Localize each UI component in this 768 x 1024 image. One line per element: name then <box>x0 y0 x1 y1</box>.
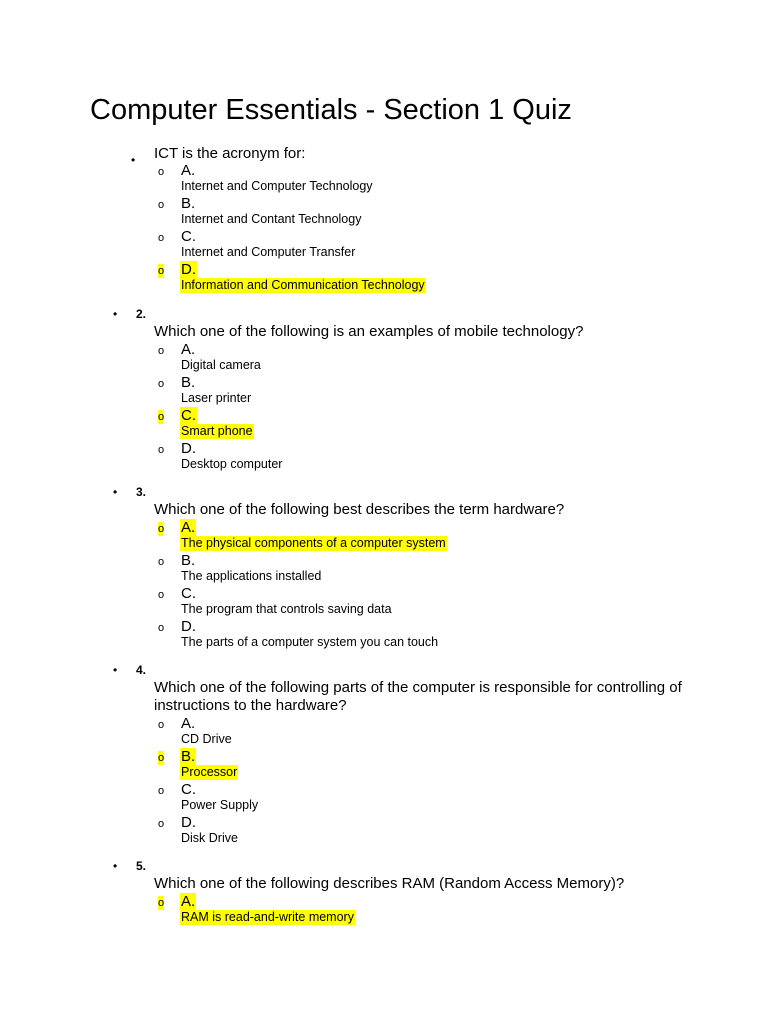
option-bullet-icon: o <box>158 589 165 601</box>
answer-option <box>0 519 768 552</box>
answer-option <box>0 715 768 748</box>
option-letter: B. <box>181 552 196 569</box>
answer-option <box>0 407 768 440</box>
highlighted-answer-text: Smart phone <box>181 424 253 438</box>
question-number: 3. <box>136 485 147 499</box>
option-letter: A. <box>181 715 196 732</box>
question-number: 5. <box>136 859 147 873</box>
option-bullet-icon: o <box>158 265 165 277</box>
option-bullet-icon: o <box>158 897 165 909</box>
option-text: Laser printer <box>181 391 252 405</box>
question-text: Which one of the following describes RAM (Random Access Memory)? <box>154 875 625 892</box>
answer-option <box>0 162 768 195</box>
answer-option <box>0 618 768 651</box>
answer-option <box>0 552 768 585</box>
option-letter: D. <box>181 618 196 635</box>
answer-option <box>0 893 768 926</box>
option-text: Power Supply <box>181 798 259 812</box>
highlighted-answer-text: Information and Communication Technology <box>181 278 425 292</box>
option-letter: B. <box>181 374 196 391</box>
option-letter: A. <box>181 519 196 536</box>
option-text: The applications installed <box>181 569 322 583</box>
bullet-icon: • <box>113 663 118 677</box>
option-bullet-icon: o <box>158 523 165 535</box>
page-title: Computer Essentials - Section 1 Quiz <box>90 94 572 126</box>
option-text: Internet and Contant Technology <box>181 212 362 226</box>
option-letter: C. <box>181 228 196 245</box>
option-bullet-icon: o <box>158 166 165 178</box>
option-bullet-icon: o <box>158 345 165 357</box>
option-letter: C. <box>181 585 196 602</box>
option-letter: D. <box>181 814 196 831</box>
bullet-icon: • <box>113 485 118 499</box>
option-text: Disk Drive <box>181 831 238 845</box>
question-text: ICT is the acronym for: <box>154 145 306 162</box>
option-letter: A. <box>181 162 196 179</box>
answer-option <box>0 814 768 847</box>
option-letter: B. <box>181 195 196 212</box>
answer-option <box>0 440 768 473</box>
option-bullet-icon: o <box>158 199 165 211</box>
option-letter: D. <box>181 261 196 278</box>
answer-option <box>0 374 768 407</box>
option-text: Internet and Computer Technology <box>181 179 373 193</box>
bullet-icon: • <box>113 859 118 873</box>
option-bullet-icon: o <box>158 556 165 568</box>
option-bullet-icon: o <box>158 444 165 456</box>
option-text: The parts of a computer system you can touch <box>181 635 439 649</box>
option-text: The program that controls saving data <box>181 602 392 616</box>
option-letter: A. <box>181 893 196 910</box>
option-letter: B. <box>181 748 196 765</box>
option-bullet-icon: o <box>158 752 165 764</box>
answer-option <box>0 228 768 261</box>
answer-option <box>0 748 768 781</box>
option-bullet-icon: o <box>158 378 165 390</box>
answer-option <box>0 261 768 294</box>
answer-option <box>0 341 768 374</box>
highlighted-answer-text: The physical components of a computer system <box>181 536 446 550</box>
bullet-icon: • <box>131 153 136 167</box>
option-bullet-icon: o <box>158 785 165 797</box>
question-text: Which one of the following is an examples of mobile technology? <box>154 323 584 340</box>
option-bullet-icon: o <box>158 622 165 634</box>
option-letter: C. <box>181 781 196 798</box>
option-bullet-icon: o <box>158 719 165 731</box>
option-text: CD Drive <box>181 732 232 746</box>
answer-option <box>0 585 768 618</box>
option-bullet-icon: o <box>158 411 165 423</box>
answer-option <box>0 781 768 814</box>
answer-option <box>0 195 768 228</box>
question-number: 4. <box>136 663 147 677</box>
option-letter: C. <box>181 407 196 424</box>
highlighted-answer-text: RAM is read-and-write memory <box>181 910 354 924</box>
option-text: Digital camera <box>181 358 261 372</box>
question-text: Which one of the following best describes the term hardware? <box>154 501 565 518</box>
option-letter: D. <box>181 440 196 457</box>
option-bullet-icon: o <box>158 232 165 244</box>
bullet-icon: • <box>113 307 118 321</box>
highlighted-answer-text: Processor <box>181 765 238 779</box>
option-text: Desktop computer <box>181 457 283 471</box>
option-text: Internet and Computer Transfer <box>181 245 356 259</box>
option-letter: A. <box>181 341 196 358</box>
question-text: Which one of the following parts of the computer is responsible for controlling of instructions to the hardware? <box>154 679 682 714</box>
question-number: 2. <box>136 307 147 321</box>
option-bullet-icon: o <box>158 818 165 830</box>
